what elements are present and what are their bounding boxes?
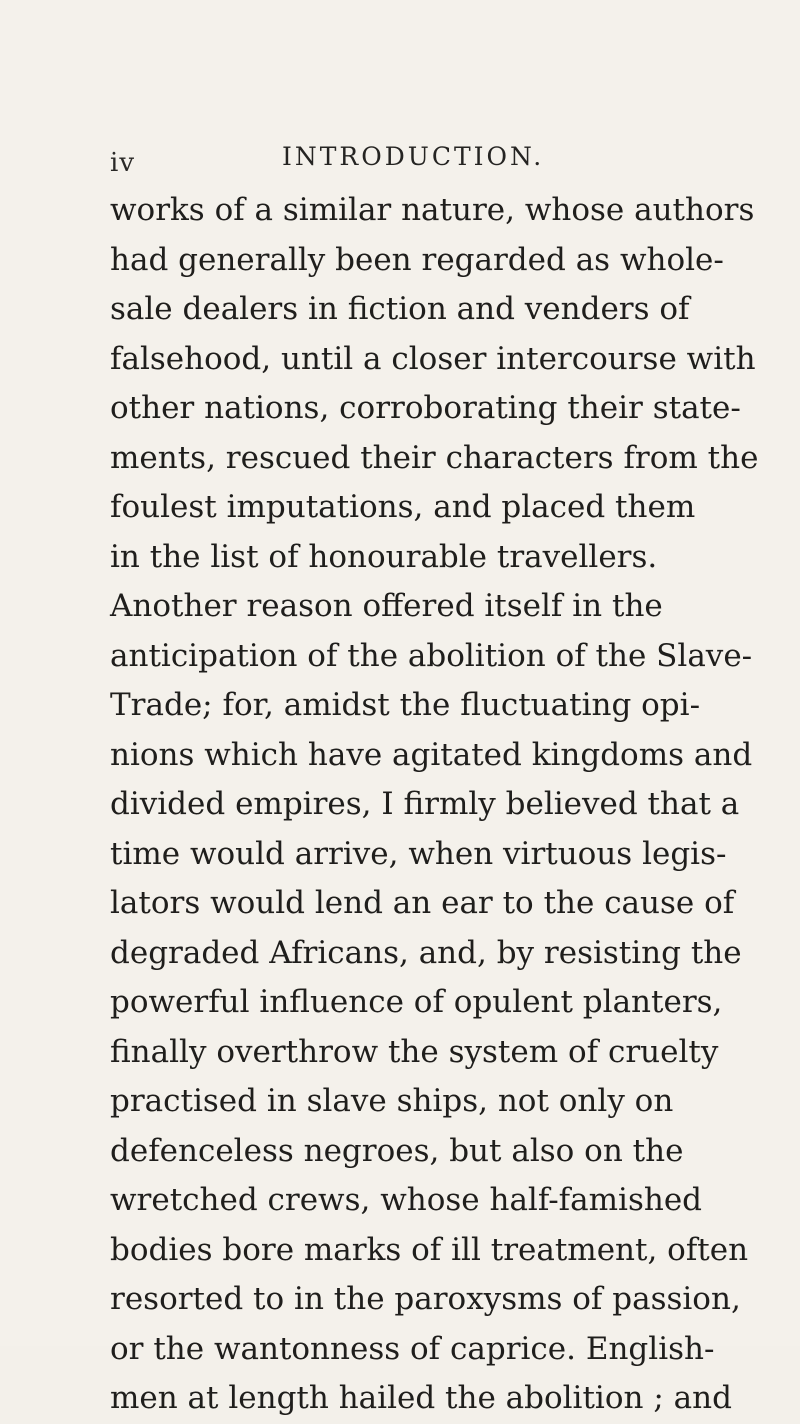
text-line: foulest imputations, and placed them [110, 489, 696, 525]
text-line: degraded Africans, and, by resisting the [110, 934, 742, 971]
text-line: practised in slave ships, not only on [110, 1083, 674, 1119]
text-line: Trade; for, amidst the fluctuating opi- [110, 687, 701, 723]
text-line: sale dealers in fiction and venders of [110, 291, 690, 327]
text-line: wretched crews, whose half-famished [110, 1182, 703, 1218]
text-line: or the wantonness of caprice. English- [110, 1330, 715, 1367]
text-line: falsehood, until a closer intercourse with [110, 340, 756, 377]
text-line: had generally been regarded as whole- [110, 241, 724, 278]
page-number: iv [110, 148, 136, 178]
text-line: divided empires, I firmly believed that a [110, 786, 740, 822]
running-head: INTRODUCTION. [282, 142, 545, 171]
text-line: Another reason offered itself in the [110, 588, 663, 624]
text-line: ments, rescued their characters from the [110, 439, 759, 476]
text-line: lators would lend an ear to the cause of [110, 885, 735, 921]
text-line: other nations, corroborating their state- [110, 390, 741, 426]
text-line: works of a similar nature, whose authors [110, 192, 755, 228]
text-line: anticipation of the abolition of the Slave- [110, 637, 753, 674]
text-line: in the list of honourable travellers. [110, 538, 658, 575]
body-text [110, 186, 759, 1424]
text-line: time would arrive, when virtuous legis- [110, 835, 727, 872]
page-header [110, 138, 710, 178]
text-line: bodies bore marks of ill treatment, often [110, 1231, 749, 1268]
text-line: powerful influence of opulent planters, [110, 984, 723, 1020]
text-line: nions which have agitated kingdoms and [110, 736, 753, 773]
text-line: defenceless negroes, but also on the [110, 1132, 684, 1169]
text-line: finally overthrow the system of cruelty [110, 1033, 719, 1070]
text-line: men at length hailed the abolition ; and [110, 1380, 732, 1416]
text-line: resorted to in the paroxysms of passion, [110, 1281, 741, 1317]
